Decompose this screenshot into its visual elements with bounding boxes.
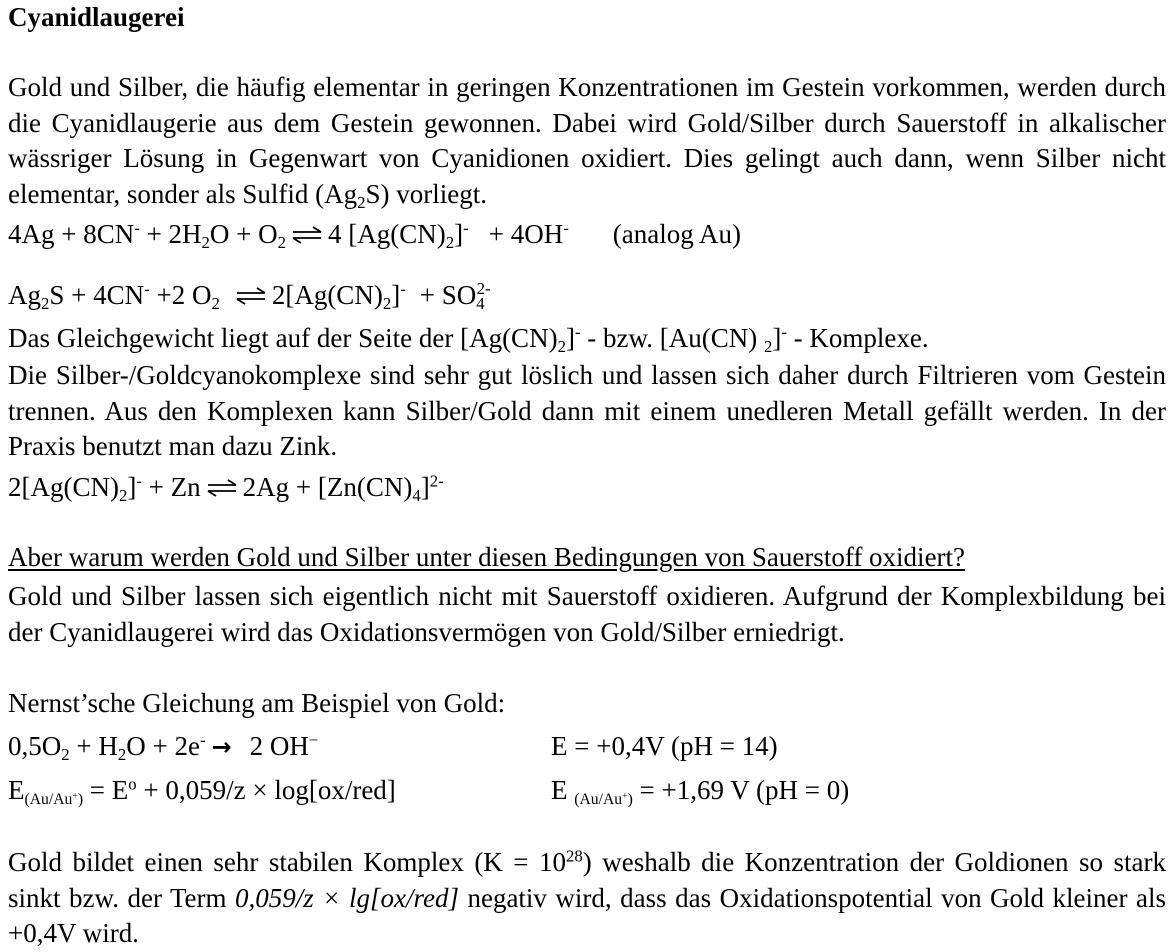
equilibrium-arrow-icon	[236, 287, 266, 305]
equilibrium-arrow-icon	[207, 479, 237, 497]
conclusion-paragraph: Gold bildet einen sehr stabilen Komplex $(K = 10^{28})$ weshalb die Konzentration der Goldionen so stark sinkt bzw. der Term 0,059/z × lg[ox/red] negativ wird, dass das Oxidationspotential von Gold kleiner als +0,4V wird.	[8, 846, 1166, 948]
equilibrium-statement: Das Gleichgewicht liegt auf der Seite der $[Ag(CN)_2]^-$ - bzw. [Au(CN) $_2$]- - Komplexe.	[8, 322, 929, 357]
equation-silver-oxidation: $4Ag + 8CN^- + 2H_2O + O_2$ 4 $[Ag(CN)_2]^- + 4OH^-$ (analog Au)	[8, 218, 741, 253]
page-title: Cyanidlaugerei	[8, 2, 185, 32]
equation-note: (analog Au)	[612, 219, 741, 249]
nernst-intro: Nernst’sche Gleichung am Beispiel von Gold:	[8, 688, 506, 718]
filtration-paragraph: Die Silber-/Goldcyanokomplexe sind sehr gut löslich und lassen sich daher durch Filtrieren vom Gestein trennen. Aus den Komplexen kann Silber/Gold dann mit einem unedleren Metall gefällt werden. In der Praxis benutzt man dazu Zink.	[8, 360, 1166, 461]
section-question-heading: Aber warum werden Gold und Silber unter diesen Bedingungen von Sauerstoff oxidiert?	[8, 542, 966, 572]
equilibrium-arrow-icon	[292, 226, 322, 244]
intro-paragraph: Gold und Silber, die häufig elementar in geringen Konzentrationen im Gestein vorkommen, werden durch die Cyanidlaugerie aus dem Gestein gewonnen. Dabei wird Gold/Silber durch Sauerstoff in alkalischer wässriger Lösung in Gegenwart von Cyanidionen oxidiert. Dies gelingt auch dann, wenn Silber nicht elementar, sonder als Sulfid $(Ag_2S)$ vorliegt.	[8, 72, 1166, 212]
equation-oxygen-reduction: $0,5O_2 + H_2O + 2e^- \to 2$ OH− E = +0,4V (pH = 14)	[8, 730, 778, 765]
equation-sulfide-oxidation: $Ag_2S + 4CN^- +2$ $O_2$ $2[Ag(CN)_2]^- + SO_4^{2-}$	[8, 279, 491, 314]
explanation-paragraph: Gold und Silber lassen sich eigentlich nicht mit Sauerstoff oxidieren. Aufgrund der Komplexbildung bei der Cyanidlaugerei wird das Oxidationsvermögen von Gold/Silber erniedrigt.	[8, 581, 1166, 647]
nernst-equation: $E_{(Au/Au^+)} = E^o + 0,059/z \times \log[ox/red]$ E $_{(Au/Au^+)}$ = +1,69 V (pH = 0)	[8, 774, 850, 809]
reaction-arrow-icon: →	[211, 733, 232, 761]
equation-zinc-reduction: $2[Ag(CN)_2]^- + Zn$ $2Ag + [Zn(CN)_4]^{2-}$	[8, 471, 444, 506]
potential-ph14: E = +0,4V (pH = 14)	[551, 731, 778, 761]
